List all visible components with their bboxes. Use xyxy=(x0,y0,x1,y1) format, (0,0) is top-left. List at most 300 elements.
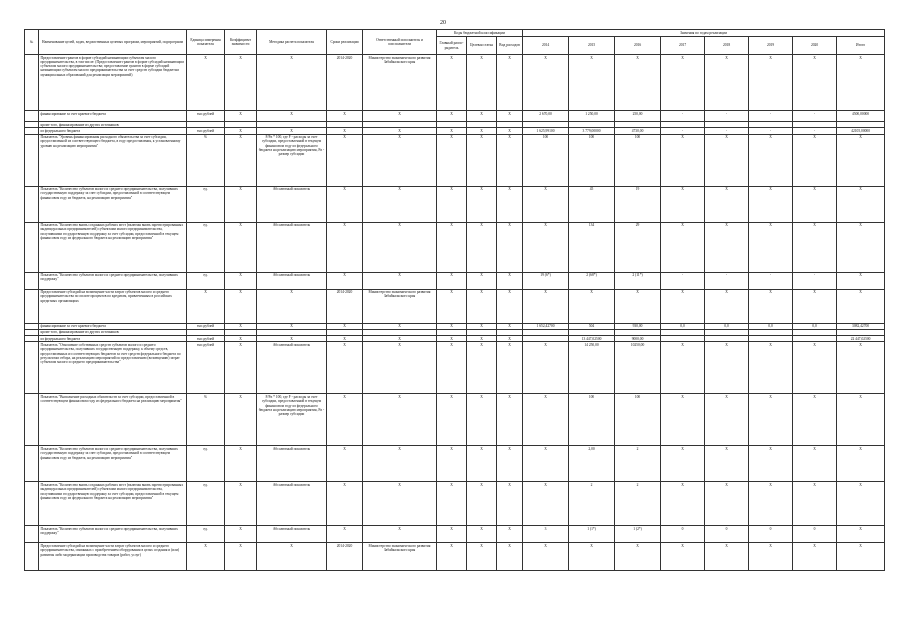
row-period-cell: 2014-2020 xyxy=(327,543,363,571)
row-responsible-cell: X xyxy=(363,186,437,222)
row-2016-cell: 10250,00 xyxy=(615,342,661,394)
row-2016-cell: 9000,00 xyxy=(615,336,661,342)
row-code-type-cell: X xyxy=(497,134,523,186)
row-coef-cell: X xyxy=(225,543,257,571)
row-2017-cell: X xyxy=(661,186,705,222)
row-period-cell: 2014-2020 xyxy=(327,289,363,323)
row-2018-cell: 0 xyxy=(705,526,749,543)
row-2017-cell: - xyxy=(661,111,705,122)
row-code-article-cell: X xyxy=(467,446,497,482)
row-code-article-cell: X xyxy=(467,134,497,186)
row-coef-cell: X xyxy=(225,128,257,134)
row-code-article-cell: X xyxy=(467,272,497,289)
row-num-cell xyxy=(25,482,39,526)
row-2020-cell: X xyxy=(793,482,837,526)
row-unit-cell: тыс.рублей xyxy=(187,323,225,329)
row-method-cell: Абсолютный показатель xyxy=(257,342,327,394)
row-name-cell: кроме того, финансирование из других источников: xyxy=(39,329,187,335)
row-2016-cell: 4730,00 xyxy=(615,128,661,134)
row-code-type-cell: X xyxy=(497,342,523,394)
row-2015-cell: 45 xyxy=(569,186,615,222)
row-unit-cell: ед. xyxy=(187,222,225,272)
row-method-cell: X xyxy=(257,55,327,111)
row-2020-cell: X xyxy=(793,222,837,272)
header-code-admin: Главный распо-рядитель xyxy=(437,37,467,55)
row-total-cell: 42105,00000 xyxy=(837,128,885,134)
row-unit-cell: тыс.рублей xyxy=(187,111,225,122)
row-total-cell: X xyxy=(837,222,885,272)
row-name-cell: Показатель "Количество вновь созданных рабочих мест (включая вновь зарегистрированных индивидуальных предпринимателей) субъектами малого предпринимательства, получившими государственную поддержку за счет субсидии, предоставленной в текущем финансовом году из федерального бюджета на реализацию мероприятия" xyxy=(39,222,187,272)
header-method: Методика расчета показателя xyxy=(257,30,327,55)
row-2017-cell: X xyxy=(661,482,705,526)
row-2017-cell: X xyxy=(661,289,705,323)
row-unit-cell: ед. xyxy=(187,186,225,222)
row-unit-cell: X xyxy=(187,543,225,571)
row-2017-cell: X xyxy=(661,394,705,446)
row-2017-cell: 0 xyxy=(661,526,705,543)
row-coef-cell: X xyxy=(225,186,257,222)
row-period-cell: X xyxy=(327,186,363,222)
row-code-admin-cell: X xyxy=(437,482,467,526)
row-2017-cell: 0,0 xyxy=(661,323,705,329)
row-code-admin-cell: X xyxy=(437,526,467,543)
row-2014-cell: X xyxy=(523,55,569,111)
row-num-cell xyxy=(25,446,39,482)
row-num-cell xyxy=(25,55,39,111)
table-row xyxy=(25,186,885,222)
row-total-cell: X xyxy=(837,289,885,323)
row-unit-cell: X xyxy=(187,55,225,111)
row-2015-cell: 2,00 xyxy=(569,446,615,482)
row-name-cell: Показатель "Отношение собственных средств субъектов малого и среднего предпринимательства, получивших государственную поддержку, к объему средств, предоставленных из соответствующих бюджетов за счет средств федерального бюджета по результатам отбора, на реализацию мероприятий по предоставлению (возмещению) затрат субъектам малого и среднего предпринимательства" xyxy=(39,342,187,394)
row-2014-cell: X xyxy=(523,342,569,394)
row-responsible-cell: X xyxy=(363,446,437,482)
row-unit-cell: ед. xyxy=(187,446,225,482)
row-2019-cell: X xyxy=(749,342,793,394)
row-code-type-cell: X xyxy=(497,111,523,122)
header-values-group: Значения по годам реализации xyxy=(523,30,885,37)
row-code-type-cell: X xyxy=(497,446,523,482)
row-method-cell: X xyxy=(257,543,327,571)
row-coef-cell: X xyxy=(225,55,257,111)
row-2019-cell: X xyxy=(749,222,793,272)
row-code-article-cell: X xyxy=(467,526,497,543)
row-total-cell: X xyxy=(837,186,885,222)
row-code-article-cell: X xyxy=(467,394,497,446)
row-period-cell: X xyxy=(327,323,363,329)
row-2019-cell: X xyxy=(749,289,793,323)
row-coef-cell: X xyxy=(225,289,257,323)
row-2014-cell: X xyxy=(523,394,569,446)
row-coef-cell: X xyxy=(225,482,257,526)
row-2020-cell: - xyxy=(793,272,837,289)
row-2014-cell: 100 xyxy=(523,134,569,186)
header-name: Наименование целей, задач, ведомственных целевых программ, мероприятий, подпрограмм xyxy=(39,30,187,55)
row-2020-cell: X xyxy=(793,543,837,571)
table-row xyxy=(25,111,885,122)
row-2020-cell: X xyxy=(793,446,837,482)
header-period: Сроки реализации xyxy=(327,30,363,55)
table-row xyxy=(25,134,885,186)
row-code-type-cell: X xyxy=(497,394,523,446)
row-code-admin-cell: X xyxy=(437,55,467,111)
row-2016-cell: 19 xyxy=(615,186,661,222)
row-num-cell xyxy=(25,186,39,222)
row-code-type-cell: X xyxy=(497,482,523,526)
row-2018-cell: - xyxy=(705,272,749,289)
page-number: 20 xyxy=(440,20,446,26)
row-2018-cell: - xyxy=(705,111,749,122)
row-total-cell: X xyxy=(837,342,885,394)
row-responsible-cell: X xyxy=(363,128,437,134)
row-unit-cell: % xyxy=(187,394,225,446)
row-num-cell xyxy=(25,272,39,289)
row-method-cell: X xyxy=(257,323,327,329)
row-code-article-cell: X xyxy=(467,289,497,323)
row-coef-cell: X xyxy=(225,272,257,289)
row-2016-cell: X xyxy=(615,543,661,571)
row-2020-cell: X xyxy=(793,186,837,222)
row-name-cell: из федерального бюджета xyxy=(39,336,187,342)
row-2015-cell: 2 (68*) xyxy=(569,272,615,289)
row-name-cell: финансирование за счет краевого бюджета xyxy=(39,323,187,329)
row-period-cell: X xyxy=(327,446,363,482)
row-coef-cell: X xyxy=(225,134,257,186)
row-2018-cell: X xyxy=(705,134,749,186)
program-indicators-table xyxy=(24,29,885,571)
row-code-article-cell: X xyxy=(467,222,497,272)
row-2018-cell: X xyxy=(705,482,749,526)
row-2019-cell: X xyxy=(749,55,793,111)
row-num-cell xyxy=(25,526,39,543)
row-period-cell: X xyxy=(327,111,363,122)
row-code-type-cell: X xyxy=(497,289,523,323)
row-period-cell: X xyxy=(327,482,363,526)
row-2015-cell: 13 447,02500 xyxy=(569,336,615,342)
header-code-article: Целевая статья xyxy=(467,37,497,55)
row-2015-cell: 2 xyxy=(569,482,615,526)
row-name-cell: Предоставление субсидий на возмещение части затрат субъектов малого и среднего предпринимательства, связанных с приобретением оборудования в целях создания и (или) развития либо модернизации производства товаров (работ, услуг) xyxy=(39,543,187,571)
table-row xyxy=(25,342,885,394)
row-2018-cell: X xyxy=(705,222,749,272)
header-year-2014: 2014 xyxy=(523,37,569,55)
row-period-cell: X xyxy=(327,394,363,446)
header-year-2019: 2019 xyxy=(749,37,793,55)
row-num-cell xyxy=(25,342,39,394)
table-row xyxy=(25,289,885,323)
row-code-admin-cell: X xyxy=(437,446,467,482)
row-2015-cell: X xyxy=(569,289,615,323)
row-2018-cell: X xyxy=(705,543,749,571)
table-row xyxy=(25,526,885,543)
table-row xyxy=(25,394,885,446)
header-code-type: Вид расходов xyxy=(497,37,523,55)
row-code-type-cell: X xyxy=(497,186,523,222)
row-method-cell: X xyxy=(257,336,327,342)
row-name-cell: кроме того, финансирование из других источников: xyxy=(39,122,187,128)
row-2018-cell: X xyxy=(705,289,749,323)
row-2019-cell: X xyxy=(749,543,793,571)
row-total-cell: 4500,00000 xyxy=(837,111,885,122)
row-responsible-cell: X xyxy=(363,336,437,342)
row-2016-cell: 29 xyxy=(615,222,661,272)
row-code-admin-cell: X xyxy=(437,323,467,329)
row-coef-cell: X xyxy=(225,394,257,446)
row-period-cell: X xyxy=(327,342,363,394)
row-period-cell: X xyxy=(327,222,363,272)
row-code-article-cell: X xyxy=(467,55,497,111)
row-2018-cell: X xyxy=(705,186,749,222)
row-coef-cell: X xyxy=(225,526,257,543)
row-2014-cell: X xyxy=(523,446,569,482)
row-name-cell: Показатель "Уровень финансирования расходного обязательства за счет субсидии, предоставленной из соответствующего бюджета, в году предоставления, к установленному уровню на реализацию мероприятия" xyxy=(39,134,187,186)
header-year-2020: 2020 xyxy=(793,37,837,55)
row-2020-cell: X xyxy=(793,394,837,446)
row-code-admin-cell: X xyxy=(437,128,467,134)
row-unit-cell: % xyxy=(187,134,225,186)
row-2017-cell: X xyxy=(661,55,705,111)
header-num: № xyxy=(25,30,39,55)
row-name-cell: Показатель "Количество субъектов малого и среднего предпринимательства, получивших государственную поддержку за счет субсидии, предоставленной в соответствующем финансовом году из бюджета, на реализацию мероприятия" xyxy=(39,446,187,482)
row-method-cell: F/Fn * 100, где F - расходы за счет субсидии, предоставленной в текущем финансовом году из федерального бюджета на реализацию мероприятия, Fn - размер субсидии xyxy=(257,134,327,186)
row-method-cell: X xyxy=(257,128,327,134)
row-name-cell: финансирование за счет краевого бюджета xyxy=(39,111,187,122)
row-period-cell: X xyxy=(327,526,363,543)
row-code-article-cell: X xyxy=(467,543,497,571)
row-code-article-cell: X xyxy=(467,336,497,342)
row-code-admin-cell: X xyxy=(437,272,467,289)
row-responsible-cell: X xyxy=(363,394,437,446)
row-period-cell: X xyxy=(327,272,363,289)
row-2014-cell: 3 xyxy=(523,526,569,543)
row-2015-cell: 14 250,00 xyxy=(569,342,615,394)
row-code-article-cell: X xyxy=(467,128,497,134)
table-body xyxy=(25,55,885,571)
row-num-cell xyxy=(25,543,39,571)
row-coef-cell: X xyxy=(225,323,257,329)
row-2016-cell: 2 xyxy=(615,446,661,482)
header-unit: Единица измерения показателя xyxy=(187,30,225,55)
row-method-cell: Абсолютный показатель xyxy=(257,526,327,543)
row-2019-cell: X xyxy=(749,394,793,446)
row-2016-cell: 100 xyxy=(615,394,661,446)
row-code-type-cell: X xyxy=(497,336,523,342)
row-2016-cell: 2 (11*) xyxy=(615,272,661,289)
row-method-cell: Абсолютный показатель xyxy=(257,186,327,222)
row-2020-cell: X xyxy=(793,55,837,111)
row-unit-cell: тыс.рублей xyxy=(187,128,225,134)
row-code-admin-cell: X xyxy=(437,289,467,323)
row-2016-cell: 2 xyxy=(615,482,661,526)
row-code-admin-cell: X xyxy=(437,336,467,342)
row-coef-cell: X xyxy=(225,446,257,482)
row-code-article-cell: X xyxy=(467,323,497,329)
row-responsible-cell: X xyxy=(363,482,437,526)
row-name-cell: из федерального бюджета xyxy=(39,128,187,134)
row-2014-cell: X xyxy=(523,186,569,222)
row-method-cell: Абсолютный показатель xyxy=(257,482,327,526)
row-2018-cell: X xyxy=(705,342,749,394)
row-code-article-cell: X xyxy=(467,342,497,394)
row-2020-cell: X xyxy=(793,342,837,394)
row-num-cell xyxy=(25,134,39,186)
row-responsible-cell: Министерство экономического развития Забайкальского края xyxy=(363,55,437,111)
row-period-cell: 2014-2020 xyxy=(327,55,363,111)
row-period-cell: X xyxy=(327,128,363,134)
row-2015-cell: 100 xyxy=(569,134,615,186)
row-2020-cell: 0 xyxy=(793,526,837,543)
row-2014-cell: X xyxy=(523,482,569,526)
row-2019-cell: - xyxy=(749,111,793,122)
row-num-cell xyxy=(25,289,39,323)
row-coef-cell: X xyxy=(225,111,257,122)
table-row xyxy=(25,482,885,526)
row-responsible-cell: X xyxy=(363,111,437,122)
row-name-cell: Предоставление грантов в форме субсидий начинающим субъектам малого предпринимательства, в том числе: (Предоставление грантов в форме субсидий начинающим субъектам малого предпринимательства; предоставление грантов в форме субсидий начинающим субъектам малого предпринимательства за счет средств субсидии бюджетам муниципальных образований для реализации мероприятий) xyxy=(39,55,187,111)
row-method-cell: Абсолютный показатель xyxy=(257,222,327,272)
row-method-cell: Абсолютный показатель xyxy=(257,446,327,482)
row-total-cell: 22 447,02500 xyxy=(837,336,885,342)
row-period-cell: X xyxy=(327,336,363,342)
row-total-cell: X xyxy=(837,543,885,571)
row-unit-cell: ед. xyxy=(187,526,225,543)
row-2019-cell: X xyxy=(749,186,793,222)
row-unit-cell: X xyxy=(187,289,225,323)
header-responsible: Ответственный исполнитель и соисполнители xyxy=(363,30,437,55)
table-row xyxy=(25,55,885,111)
row-2019-cell: 0,0 xyxy=(749,323,793,329)
row-2020-cell: X xyxy=(793,289,837,323)
row-responsible-cell: Министерство экономического развития Забайкальского края xyxy=(363,543,437,571)
row-2014-cell: 1 625,99100 xyxy=(523,128,569,134)
row-name-cell: Показатель "Количество субъектов малого и среднего предпринимательства, получивших поддержку" xyxy=(39,272,187,289)
row-2017-cell: X xyxy=(661,446,705,482)
row-2015-cell: 100 xyxy=(569,394,615,446)
row-2017-cell: X xyxy=(661,342,705,394)
row-2014-cell: 1 652,42700 xyxy=(523,323,569,329)
row-2019-cell: 0 xyxy=(749,526,793,543)
header-year-2018: 2018 xyxy=(705,37,749,55)
row-2014-cell: 19 (6*) xyxy=(523,272,569,289)
row-2015-cell: 134 xyxy=(569,222,615,272)
row-2016-cell: 250,00 xyxy=(615,111,661,122)
row-2018-cell: X xyxy=(705,446,749,482)
row-num-cell xyxy=(25,394,39,446)
row-name-cell: Показатель "Количество субъектов малого и среднего предпринимательства, получивших государственную поддержку за счет субсидии, предоставленной в соответствующем финансовом году из бюджета, на реализацию мероприятия" xyxy=(39,186,187,222)
row-code-type-cell: X xyxy=(497,272,523,289)
row-name-cell: Показатель "Количество вновь созданных рабочих мест (включая вновь зарегистрированных индивидуальных предпринимателей) субъектами малого предпринимательства, получившими государственную поддержку за счет субсидии, предоставленной в текущем финансовом году из федерального бюджета на реализацию мероприятия" xyxy=(39,482,187,526)
row-2018-cell: 0,0 xyxy=(705,323,749,329)
header-year-2015: 2015 xyxy=(569,37,615,55)
row-2016-cell: 930,00 xyxy=(615,323,661,329)
row-2019-cell: X xyxy=(749,482,793,526)
row-code-admin-cell: X xyxy=(437,111,467,122)
row-2016-cell: 1 (2*) xyxy=(615,526,661,543)
row-coef-cell: X xyxy=(225,342,257,394)
row-code-admin-cell: X xyxy=(437,222,467,272)
header-year-2017: 2017 xyxy=(661,37,705,55)
row-2020-cell: - xyxy=(793,111,837,122)
row-responsible-cell: X xyxy=(363,526,437,543)
row-2017-cell: X xyxy=(661,543,705,571)
row-2015-cell: 1 (1*) xyxy=(569,526,615,543)
row-code-article-cell: X xyxy=(467,186,497,222)
row-code-admin-cell: X xyxy=(437,342,467,394)
row-code-admin-cell: X xyxy=(437,186,467,222)
table-row xyxy=(25,272,885,289)
row-total-cell: X xyxy=(837,134,885,186)
row-responsible-cell: Министерство экономического развития Забайкальского края xyxy=(363,289,437,323)
row-unit-cell: тыс.рублей xyxy=(187,342,225,394)
row-2018-cell: X xyxy=(705,394,749,446)
row-2017-cell: - xyxy=(661,128,705,134)
row-method-cell: F/Fn * 100, где F - расходы за счет субсидии, предоставленной в текущем финансовом году из федерального бюджета на реализацию мероприятия, Fn - размер субсидии xyxy=(257,394,327,446)
row-num-cell xyxy=(25,222,39,272)
row-responsible-cell: X xyxy=(363,342,437,394)
row-2019-cell: - xyxy=(749,272,793,289)
row-2015-cell: X xyxy=(569,543,615,571)
row-2014-cell: X xyxy=(523,222,569,272)
table-row xyxy=(25,446,885,482)
row-code-admin-cell: X xyxy=(437,394,467,446)
row-2014-cell: 2 670,00 xyxy=(523,111,569,122)
table-row xyxy=(25,543,885,571)
row-code-article-cell: X xyxy=(467,482,497,526)
row-method-cell: X xyxy=(257,111,327,122)
row-2017-cell: - xyxy=(661,272,705,289)
row-code-type-cell: X xyxy=(497,222,523,272)
row-2017-cell: X xyxy=(661,222,705,272)
row-unit-cell: ед. xyxy=(187,272,225,289)
row-2020-cell: 0,0 xyxy=(793,323,837,329)
row-code-type-cell: X xyxy=(497,526,523,543)
row-2015-cell: 3 779,00000 xyxy=(569,128,615,134)
row-unit-cell: ед. xyxy=(187,482,225,526)
row-code-type-cell: X xyxy=(497,55,523,111)
row-total-cell: X xyxy=(837,272,885,289)
header-budget-codes: Коды бюджетной классификации xyxy=(437,30,523,37)
row-2015-cell: X xyxy=(569,55,615,111)
row-code-admin-cell: X xyxy=(437,134,467,186)
row-2018-cell: - xyxy=(705,128,749,134)
row-responsible-cell: X xyxy=(363,222,437,272)
row-2016-cell: X xyxy=(615,289,661,323)
row-unit-cell: тыс.рублей xyxy=(187,336,225,342)
row-name-cell: Показатель "Количество субъектов малого и среднего предпринимательства, получивших поддержку" xyxy=(39,526,187,543)
row-period-cell: X xyxy=(327,134,363,186)
row-2017-cell: X xyxy=(661,134,705,186)
row-code-type-cell: X xyxy=(497,323,523,329)
row-2016-cell: 100 xyxy=(615,134,661,186)
row-name-cell: Предоставление субсидий на возмещение части затрат субъектов малого и среднего предпринимательства по оплате процентов по кредитам, привлеченным в российских кредитных организациях xyxy=(39,289,187,323)
row-method-cell: Абсолютный показатель xyxy=(257,272,327,289)
row-code-type-cell: X xyxy=(497,128,523,134)
header-year-2016: 2016 xyxy=(615,37,661,55)
row-2016-cell: X xyxy=(615,55,661,111)
row-2019-cell: X xyxy=(749,446,793,482)
row-total-cell: X xyxy=(837,446,885,482)
row-code-admin-cell: X xyxy=(437,543,467,571)
row-coef-cell: X xyxy=(225,336,257,342)
row-name-cell: Показатель "Выполнение расходных обязательств за счет субсидии, предоставленной в соответствующем финансовом году из федерального бюджета на реализацию мероприятия" xyxy=(39,394,187,446)
row-2014-cell: X xyxy=(523,289,569,323)
row-num-cell xyxy=(25,111,39,122)
row-responsible-cell: X xyxy=(363,323,437,329)
row-2020-cell: X xyxy=(793,134,837,186)
row-responsible-cell: X xyxy=(363,134,437,186)
row-2019-cell: X xyxy=(749,134,793,186)
row-coef-cell: X xyxy=(225,222,257,272)
